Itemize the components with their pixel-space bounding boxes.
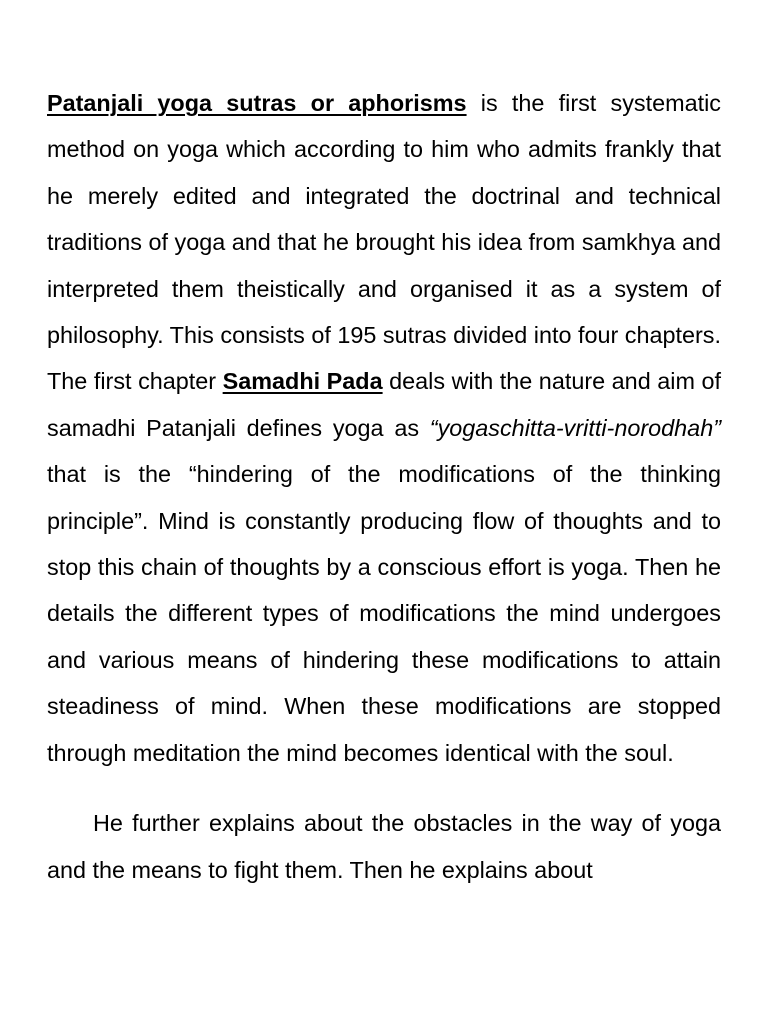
chapter-name: Samadhi Pada xyxy=(222,368,383,395)
paragraph-1 xyxy=(47,80,721,776)
paragraph-1-text-a: is the first systematic method on yoga which according to him who admits frankly that he merely edited and integrated the doctrinal and technical traditions of yoga and that he brought his idea from samkhya and interpreted them theistically and organised it as a system of philosophy. This consists of 195 sutras divided into four chapters. The first chapter xyxy=(47,90,721,395)
paragraph-2-text: He further explains about the obstacles in the way of yoga and the means to fight them. Then he explains about xyxy=(47,810,721,883)
heading-term: Patanjali yoga sutras or aphorisms xyxy=(47,90,467,116)
paragraph-1-text-c: that is the “hindering of the modifications of the thinking principle”. Mind is constantly producing flow of thoughts and to stop this chain of thoughts by a conscious effort is yoga. Then he details the different types of modifications the mind undergoes and various means of hindering these modifications to attain steadiness of mind. When these modifications are stopped through meditation the mind becomes identical with the soul. xyxy=(47,461,721,766)
paragraph-1-text-b: deals with the nature and aim of samadhi Patanjali defines yoga as xyxy=(47,368,721,441)
document-page xyxy=(47,80,721,893)
sanskrit-quote: “yogaschitta-vritti-norodhah” xyxy=(429,414,721,441)
paragraph-2 xyxy=(47,800,721,893)
